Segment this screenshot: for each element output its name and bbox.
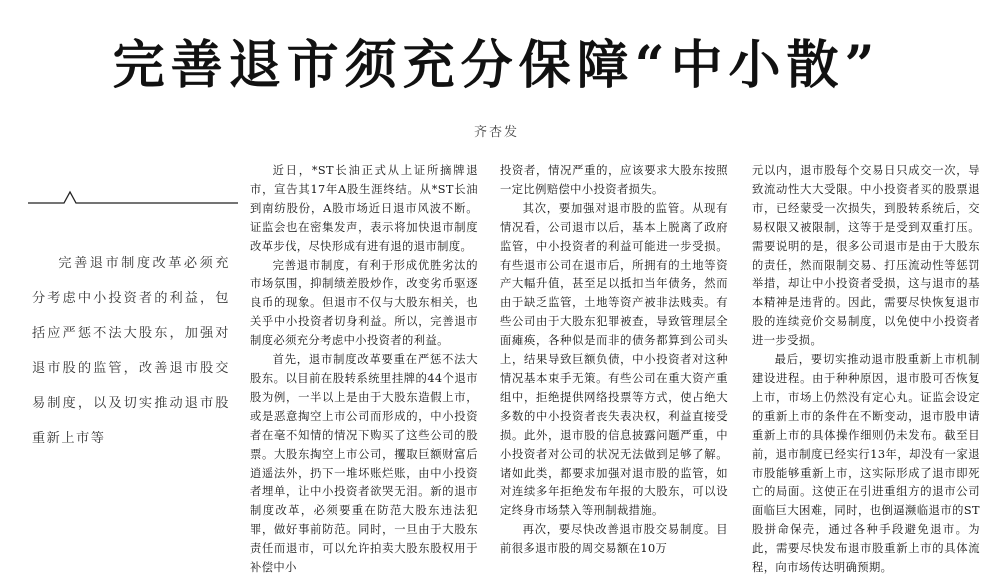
column-paragraph: 元以内，退市股每个交易日只成交一次，导致流动性大大受限。中小投资者买的股票退市，已经蒙受一次损失，到股转系统后，交易权限又被限制，这等于是受到双重打压。需要说明的是，很多公司退市是由于大股东的责任，然而限制交易、打压流动性等惩罚举措，却让中小投资者受损，这与退市的基本精神是违背的。因此，需要尽快恢复退市股的连续竞价交易制度，以免使中小投资者进一步受损。 <box>752 164 980 348</box>
column-paragraph: 再次，要尽快改善退市股交易制度。目前很多退市股的周交易额在10万 <box>500 523 728 556</box>
column-paragraph: 其次，要加强对退市股的监管。从现有情况看，公司退市以后，基本上脱离了政府监管，中小投资者的利益可能进一步受损。有些退市公司在退市后，所拥有的土地等资产大幅升值，甚至足以抵扣当年债务，然而由于缺乏监管，土地等资产被非法贱卖。有些公司由于大股东犯罪被查，导致管理层全面瘫痪，各种似是而非的债务都算到公司头上，结果导致巨额负债，中小投资者对这种情况基本束手无策。有些公司在重大资产重组中，拒绝提供网络投票等方式，使占绝大多数的中小投资者丧失表决权，利益直接受损。此外，退市股的信息披露问题严重，中小投资者对公司的状况无法做到足够了解。诸如此类，都要求加强对退市股的监管，如对连续多年拒绝发布年报的大股东，可以设定终身市场禁入等刑制裁措施。 <box>500 201 728 518</box>
column-paragraph: 投资者，情况严重的，应该要求大股东按照一定比例赔偿中小投资者损失。 <box>500 164 728 196</box>
body-column-2 <box>500 162 728 585</box>
column-paragraph: 首先，退市制度改革要重在严惩不法大股东。以目前在股转系统里挂牌的44个退市股为例，一半以上是由于大股东造假上市，或是恶意掏空上市公司而形成的，中小投资者在毫不知情的情况下购买了这些公司的股票。大股东掏空上市公司，攫取巨额财富后逍遥法外，扔下一堆坏账烂账，由中小投资者埋单，让中小投资者欲哭无泪。新的退市制度改革，必须要重在防范大股东违法犯罪，做好事前防范。同时，一旦由于大股东责任而退市，可以允许拍卖大股东股权用于补偿中小 <box>250 353 478 575</box>
article-headline: 完善退市须充分保障“中小散” <box>112 35 881 96</box>
decorative-divider-line <box>28 190 238 204</box>
body-column-3 <box>752 162 980 585</box>
article-summary-sidebar <box>32 246 230 456</box>
article-author: 齐杏发 <box>473 125 519 140</box>
column-paragraph: 最后，要切实推动退市股重新上市机制建设进程。由于种种原因，退市股可否恢复上市，市场上仍然没有定心丸。证监会设定的重新上市的条件在不断变动，退市股申请重新上市的具体操作细则仍未发布。截至目前，退市制度已经实行13年，却没有一家退市股能够重新上市，这实际形成了退市即死亡的局面。这使正在引进重组方的退市公司面临巨大困难，同时，也倒逼濒临退市的ST股拼命保壳，通过各种手段避免退市。为此，需要尽快发布退市股重新上市的具体流程，向市场传达明确预期。 <box>752 353 980 575</box>
body-column-1 <box>250 162 478 585</box>
summary-text: 完善退市制度改革必须充分考虑中小投资者的利益，包括应严惩不法大股东，加强对退市股的监管，改善退市股交易制度，以及切实推动退市股重新上市等 <box>32 256 230 446</box>
column-paragraph: 完善退市制度，有利于形成优胜劣汰的市场氛围，抑制绩差股炒作，改变劣币驱逐良币的现象。但退市不仅与大股东相关，也关乎中小投资者切身利益。所以，完善退市制度必须充分考虑中小投资者的利益。 <box>250 258 478 348</box>
column-paragraph: 近日，*ST长油正式从上证所摘牌退市，宣告其17年A股生涯终结。从*ST长油到南纺股份，A股市场近日退市风波不断。证监会也在密集发声，表示将加快退市制度改革步伐，尽快形成有进有退的退市制度。 <box>250 164 478 253</box>
